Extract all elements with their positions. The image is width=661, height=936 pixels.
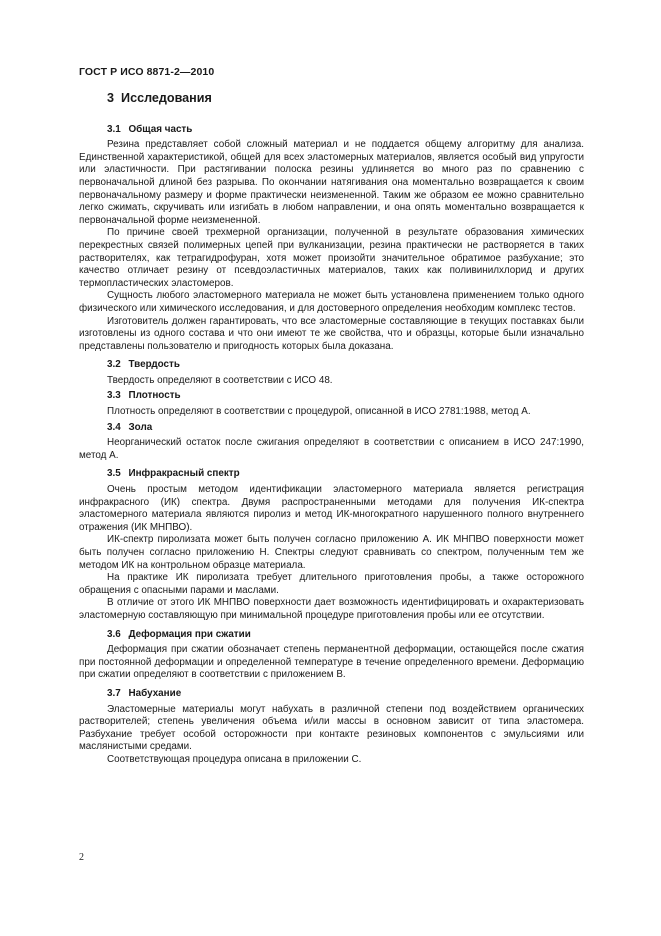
paragraph: Соответствующая процедура описана в приложении С.: [107, 753, 362, 765]
chapter-heading: [79, 92, 584, 105]
chapter-title: Исследования: [121, 91, 212, 105]
paragraph: Эластомерные материалы могут набухать в различной степени под воздействием органических растворителей; степень увеличения объема и/или массы в основном зависит от типа эластомера. Разбухание требует особой осторожности при контакте резиновых компонентов с эмульсиями или маслянистыми средами.: [79, 703, 584, 753]
section-heading: [79, 359, 584, 372]
section-number: 3.1: [107, 123, 121, 135]
section-title: Твердость: [128, 359, 180, 371]
section-title: Набухание: [128, 687, 182, 699]
paragraph: ИК-спектр пиролизата может быть получен согласно приложению А. ИК МНПВО поверхности может быть получен согласно приложению Н. Спектры следуют сравнивать со спектром, полученным тем же методом ИК на контрольном образце материала.: [79, 534, 584, 571]
section-number: 3.2: [107, 359, 121, 371]
section-3-1: [79, 124, 584, 354]
chapter-number: 3: [107, 91, 115, 105]
section-3-7: [79, 688, 584, 767]
paragraph: По причине своей трехмерной организации, полученной в результате образования химических перекрестных связей полимерных цепей при вулканизации, резина практически не растворяется в таких растворителях, как тетрагидрофуран, хотя может произойти значительное обратимое разбухание; это качество отличает резину от псевдоэластичных материалов, таких как поливинилхлорид и других термопластических эластомеров.: [79, 227, 584, 289]
paragraph: Деформация при сжатии обозначает степень перманентной деформации, остающейся после сжатия при постоянной деформации и определенной температуре в течение определенного времени. Деформацию при сжатии определяют в соответствии с приложением В.: [79, 644, 584, 681]
section-heading: [79, 688, 584, 701]
paragraph: В отличие от этого ИК МНПВО поверхности дает возможность идентифицировать и охарактеризовать эластомерную составляющую при минимальной процедуре приготовления пробы или ее отсутствии.: [79, 597, 584, 621]
document-header: ГОСТ Р ИСО 8871-2—2010: [79, 66, 215, 78]
section-title: Общая часть: [128, 123, 193, 135]
paragraph: На практике ИК пиролизата требует длительного приготовления пробы, а также осторожного обращения с опасными парами и маслами.: [79, 572, 584, 596]
section-heading: [79, 422, 584, 435]
section-3-2: [79, 359, 584, 387]
section-3-4: [79, 422, 584, 463]
section-number: 3.5: [107, 468, 121, 480]
section-heading: [79, 468, 584, 481]
document-body: [79, 92, 584, 767]
section-title: Деформация при сжатии: [128, 628, 251, 640]
section-title: Плотность: [128, 390, 181, 402]
section-number: 3.4: [107, 421, 121, 433]
paragraph: Резина представляет собой сложный материал и не поддается общему алгоритму для анализа. Единственной характеристикой, общей для всех эластомерных материалов, является особый вид упругости или эластичности. При растягивании полоска резины удлиняется во много раз по сравнению с первоначальной длиной без разрыва. По окончании натягивания она моментально возвращается к своим первоначальному размеру и форме практически неизмененной. Таким же образом ее можно сравнительно легко сжимать, скручивать или изгибать в любом направлении, и она опять моментально возвращается к первоначальной форме неизмененной.: [79, 139, 584, 226]
section-number: 3.3: [107, 390, 121, 402]
section-heading: [79, 124, 584, 137]
section-heading: [79, 629, 584, 642]
section-3-6: [79, 629, 584, 682]
paragraph: Изготовитель должен гарантировать, что все эластомерные составляющие в текущих поставках были изготовлены из одного состава и что они имеют те же свойства, что и образцы, которые были изначально представлены пользователю и пригодность которых была доказана.: [79, 315, 584, 352]
section-number: 3.6: [107, 628, 121, 640]
page-number: 2: [79, 852, 84, 863]
section-heading: [79, 390, 584, 403]
paragraph: Твердость определяют в соответствии с ИСО 48.: [107, 374, 333, 386]
paragraph: Неорганический остаток после сжигания определяют в соответствии с описанием в ИСО 247:1990, метод А.: [79, 437, 584, 461]
paragraph: Плотность определяют в соответствии с процедурой, описанной в ИСО 2781:1988, метод А.: [107, 406, 531, 418]
section-3-5: [79, 468, 584, 622]
paragraph: Сущность любого эластомерного материала не может быть установлена применением только одного физического или химического исследования, и для достоверного определения необходим комплекс тестов.: [79, 290, 584, 314]
section-title: Зола: [128, 421, 153, 433]
section-3-3: [79, 390, 584, 418]
paragraph: Очень простым методом идентификации эластомерного материала является регистрация инфракрасного (ИК) спектра. Двумя распространенными методами для получения ИК-спектра эластомерного материала являются пиролиз и метод ИК-многократного нарушенного полного внутреннего отражения (ИК МНПВО).: [79, 484, 584, 533]
section-title: Инфракрасный спектр: [128, 468, 240, 480]
section-number: 3.7: [107, 687, 121, 699]
